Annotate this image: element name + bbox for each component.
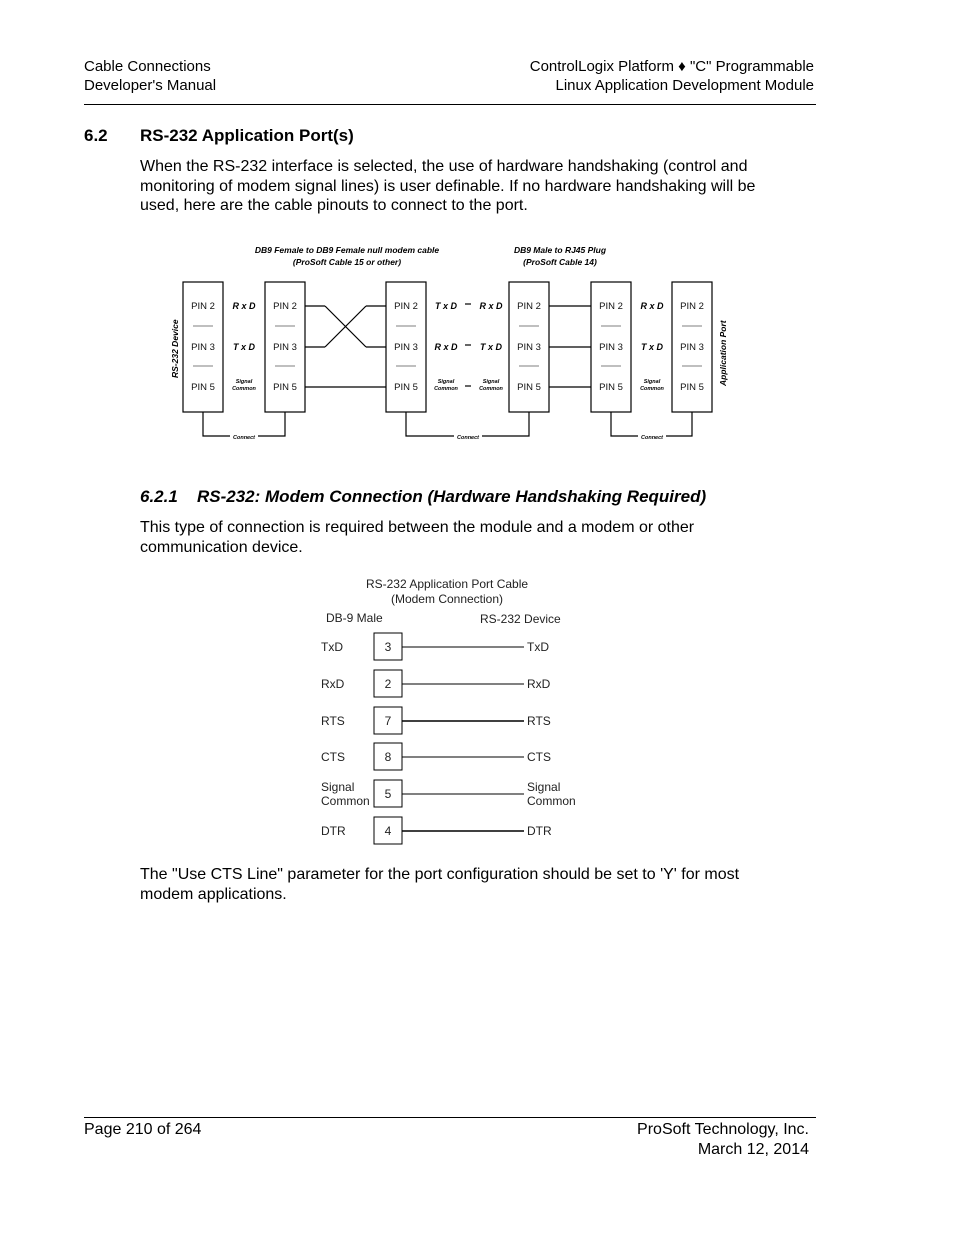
pin-label: PIN 2 — [394, 301, 418, 312]
signal-label-rxd: R x D — [479, 301, 503, 311]
section-title: RS-232 Application Port(s) — [140, 126, 354, 145]
pin-label: PIN 3 — [517, 342, 541, 353]
connect-label: Connect — [457, 435, 479, 441]
application-port-label: Application Port — [718, 320, 728, 386]
pin-number: 5 — [384, 787, 392, 801]
pin-number: 2 — [384, 677, 392, 691]
right-header: RS-232 Device — [480, 612, 561, 626]
right-signal-label: TxD — [527, 640, 549, 654]
left-signal-label: Common — [321, 794, 370, 808]
footer-company: ProSoft Technology, Inc. — [637, 1121, 809, 1138]
footer-date: March 12, 2014 — [697, 1141, 809, 1158]
rs232-device-label: RS-232 Device — [170, 319, 180, 378]
footer-rule — [84, 1117, 816, 1118]
pin-number: 8 — [384, 750, 392, 764]
right-signal-label: Signal — [527, 780, 561, 794]
pin-label: PIN 2 — [599, 301, 623, 312]
signal-label-rxd: R x D — [434, 342, 458, 352]
right-signal-label: RxD — [527, 677, 551, 691]
diagram1-title-right-2: (ProSoft Cable 14) — [523, 257, 597, 267]
signal-common-label: Signal — [482, 379, 500, 385]
right-signal-label: CTS — [527, 750, 551, 764]
pin-label: PIN 2 — [191, 301, 215, 312]
left-header: DB-9 Male — [326, 611, 383, 625]
signal-common-label: Common — [232, 386, 256, 392]
pin-label: PIN 2 — [517, 301, 541, 312]
header-rule — [84, 104, 816, 105]
pin-label: PIN 3 — [599, 342, 623, 353]
pin-label: PIN 5 — [599, 382, 623, 393]
signal-common-label: Signal — [437, 379, 455, 385]
diagram2-title-2: (Modem Connection) — [390, 592, 504, 606]
closing-paragraph: The "Use CTS Line" parameter for the port configuration should be set to 'Y' for most modem applications. — [140, 866, 740, 903]
left-signal-label: RTS — [321, 714, 345, 728]
left-signal-label: CTS — [321, 750, 345, 764]
header-right-line1: ControlLogix Platform ♦ "C" Programmable — [529, 58, 814, 75]
section-number: 6.2 — [84, 126, 108, 145]
pin-label: PIN 5 — [680, 382, 704, 393]
diagram1-title-left-2: (ProSoft Cable 15 or other) — [292, 257, 402, 267]
signal-label-rxd: R x D — [232, 301, 256, 311]
diagram1-title-right-1: DB9 Male to RJ45 Plug — [513, 245, 607, 255]
footer-page-number: Page 210 of 264 — [84, 1121, 202, 1138]
pin-label: PIN 2 — [273, 301, 297, 312]
connect-label: Connect — [233, 435, 255, 441]
modem-connection-diagram — [310, 572, 600, 852]
pin-label: PIN 3 — [680, 342, 704, 353]
subsection-number: 6.2.1 — [140, 487, 178, 506]
diagram2-title-1: RS-232 Application Port Cable — [365, 577, 529, 591]
pin-label: PIN 5 — [191, 382, 215, 393]
signal-common-label: Common — [479, 386, 503, 392]
signal-label-txd: T x D — [479, 342, 503, 352]
pin-label: PIN 5 — [517, 382, 541, 393]
pin-label: PIN 5 — [273, 382, 297, 393]
signal-label-txd: T x D — [232, 342, 256, 352]
left-signal-label: Signal — [321, 780, 355, 794]
left-signal-label: DTR — [321, 824, 346, 838]
pin-label: PIN 5 — [394, 382, 418, 393]
right-signal-label: RTS — [527, 714, 551, 728]
connect-label: Connect — [641, 435, 663, 441]
pin-number: 3 — [384, 640, 392, 654]
subsection-title: RS-232: Modem Connection (Hardware Handshaking Required) — [197, 487, 707, 506]
pin-label: PIN 3 — [394, 342, 418, 353]
signal-common-label: Signal — [643, 379, 661, 385]
signal-common-label: Common — [640, 386, 664, 392]
right-signal-label: Common — [527, 794, 576, 808]
signal-common-label: Signal — [235, 379, 253, 385]
pin-label: PIN 3 — [191, 342, 215, 353]
signal-label-txd: T x D — [640, 342, 664, 352]
header-left-line1: Cable Connections — [84, 58, 211, 75]
pin-label: PIN 2 — [680, 301, 704, 312]
subsection-paragraph: This type of connection is required between the module and a modem or other communication device. — [140, 519, 695, 556]
header-left-line2: Developer's Manual — [84, 77, 217, 94]
pin-number: 7 — [384, 714, 392, 728]
header-right-line2: Linux Application Development Module — [555, 77, 814, 94]
left-signal-label: TxD — [321, 640, 343, 654]
signal-label-rxd: R x D — [640, 301, 664, 311]
left-signal-label: RxD — [321, 677, 345, 691]
null-modem-cable-diagram — [160, 238, 740, 448]
diagram1-title-left-1: DB9 Female to DB9 Female null modem cable — [254, 245, 440, 255]
signal-label-txd: T x D — [434, 301, 458, 311]
pin-number: 4 — [384, 824, 392, 838]
right-signal-label: DTR — [527, 824, 552, 838]
pin-label: PIN 3 — [273, 342, 297, 353]
signal-common-label: Common — [434, 386, 458, 392]
section-paragraph: When the RS-232 interface is selected, the use of hardware handshaking (control and monitoring of modem signal lines) is user definable. If no hardware handshaking will be used, here are the cable pinouts to connect to the port. — [140, 158, 756, 214]
